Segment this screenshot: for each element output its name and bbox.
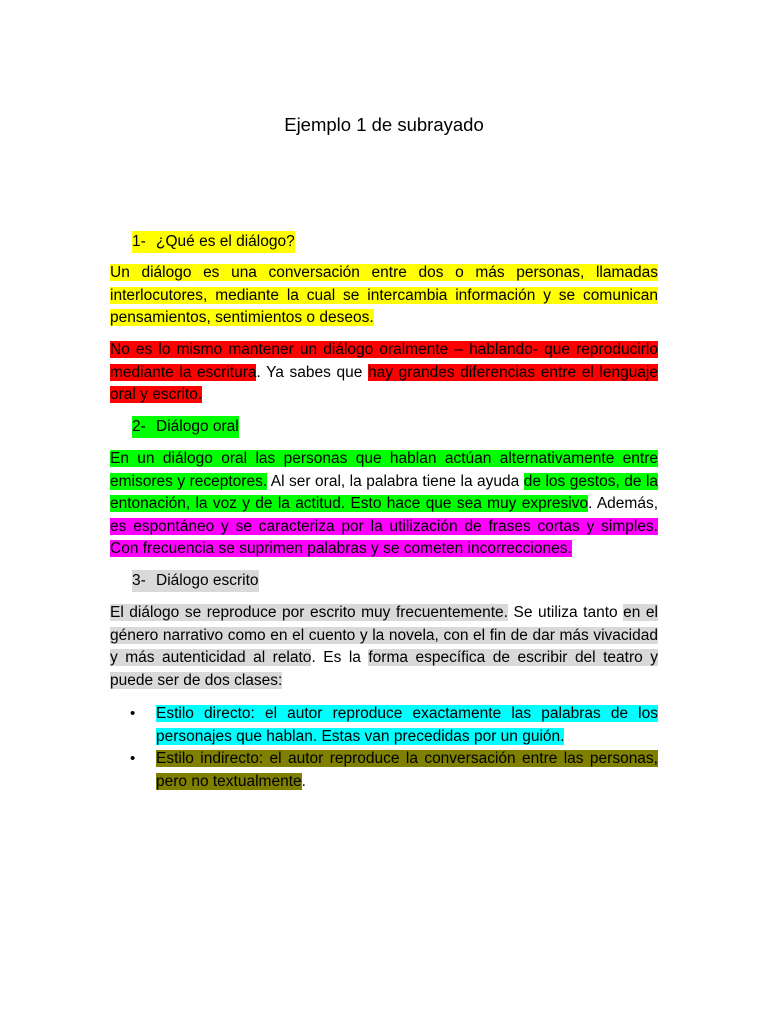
section3-heading-text: Diálogo escrito — [156, 572, 259, 589]
plain-text: . Ya sabes que — [256, 363, 368, 381]
section1-paragraph1 — [110, 262, 658, 330]
section3-paragraph — [110, 602, 658, 692]
section1-number: 1- — [132, 233, 146, 250]
highlight-green-text: En un diálogo oral las personas que hablan actúan alternativamente entre emisores y receptores. — [110, 450, 658, 490]
plain-text: Al ser oral, la palabra tiene la ayuda — [267, 472, 524, 490]
section3-number: 3- — [132, 572, 146, 589]
highlight-olive-text: Estilo indirecto: el autor reproduce la conversación entre las personas, pero no textualmente — [156, 750, 658, 790]
bullet-icon: • — [130, 705, 136, 722]
highlight-red-text: No es lo mismo mantener un diálogo oralmente – hablando- que reproducirlo mediante la escritura — [110, 341, 658, 381]
bullet-icon: • — [130, 750, 136, 768]
document-title: Ejemplo 1 de subrayado — [284, 114, 484, 135]
section1-paragraph2 — [110, 339, 658, 407]
highlight-red-text: hay grandes diferencias entre el lenguaje oral y escrito. — [110, 363, 658, 404]
highlight-green-text: de los gestos, de la entonación, la voz y de la actitud. Esto hace que sea muy expresivo — [110, 472, 659, 513]
plain-text: . — [301, 772, 306, 790]
highlight-yellow-text: Un diálogo es una conversación entre dos o más personas, llamadas interlocutores, mediante la cual se intercambia información y se comunican pensamientos, sentimientos o deseos. — [110, 264, 658, 327]
section1-heading — [132, 231, 295, 253]
section2-number: 2- — [132, 418, 146, 435]
section2-heading — [132, 416, 239, 438]
section2-paragraph — [110, 448, 658, 561]
list-item — [110, 748, 658, 793]
highlight-magenta-text: es espontáneo y se caracteriza por la utilización de frases cortas y simples. Con frecuencia se suprimen palabras y se cometen incorrecciones. — [110, 517, 658, 558]
highlight-gray-text: en el género narrativo como en el cuento y la novela, con el fin de dar más vivacidad y más autenticidad al relato — [110, 604, 658, 667]
highlight-gray-text: forma específica de escribir del teatro y puede ser de dos clases: — [110, 649, 658, 689]
styles-list — [110, 703, 658, 793]
section2-heading-text: Diálogo oral — [156, 418, 239, 435]
list-item — [110, 703, 658, 748]
section1-heading-text: ¿Qué es el diálogo? — [156, 233, 295, 250]
highlight-cyan-text: Estilo directo: el autor reproduce exactamente las palabras de los personajes que hablan. Estas van precedidas por un guión. — [156, 705, 658, 745]
highlight-gray-text: El diálogo se reproduce por escrito muy frecuentemente. — [110, 604, 508, 621]
plain-text: . Además, — [588, 495, 658, 513]
plain-text: . Es la — [311, 649, 369, 667]
plain-text: Se utiliza tanto — [507, 604, 624, 621]
section3-heading — [132, 570, 259, 592]
